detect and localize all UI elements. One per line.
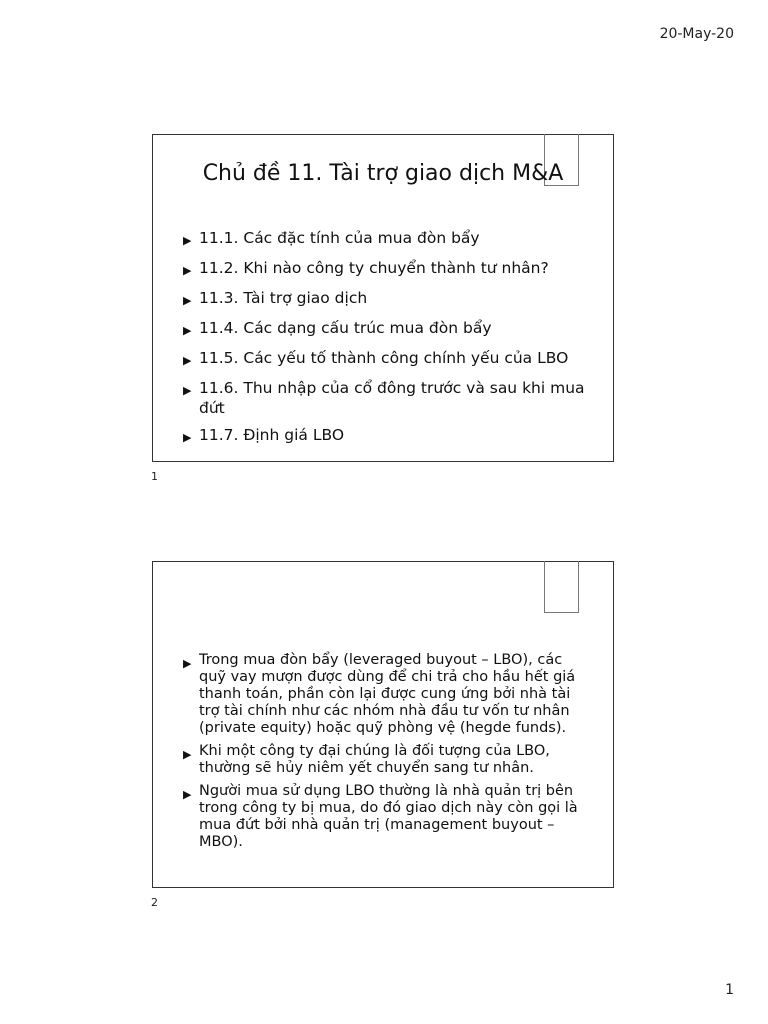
list-item: ▶ 11.7. Định giá LBO [183, 425, 591, 448]
slide-title: Chủ đề 11. Tài trợ giao dịch M&A [202, 161, 564, 186]
list-item: ▶ 11.1. Các đặc tính của mua đòn bẩy [183, 228, 591, 251]
bullet-list [183, 652, 591, 857]
list-item: ▶ 11.2. Khi nào công ty chuyển thành tư nhân? [183, 258, 591, 281]
slide-2 [152, 561, 614, 888]
slide-number: 2 [151, 896, 158, 909]
right-triangle-bullet-icon: ▶ [183, 657, 192, 670]
list-item: ▶ Người mua sử dụng LBO thường là nhà quản trị bên trong công ty bị mua, do đó giao dịch này còn gọi là mua đứt bởi nhà quản trị (management buyout – MBO). [183, 783, 578, 850]
right-triangle-bullet-icon: ▶ [183, 324, 192, 337]
list-item: ▶ Trong mua đòn bẩy (leveraged buyout – LBO), các quỹ vay mượn được dùng để chi trả cho hầu hết giá thanh toán, phần còn lại được cung ứng bởi nhà tài trợ tài chính như các nhóm nhà đầu tư vốn tư nhân (private equity) hoặc quỹ phòng vệ (hegde funds). [183, 652, 576, 736]
slide-number: 1 [151, 470, 158, 483]
list-item: ▶ Khi một công ty đại chúng là đối tượng của LBO, thường sẽ hủy niêm yết chuyển sang tư nhân. [183, 743, 550, 776]
right-triangle-bullet-icon: ▶ [183, 788, 192, 801]
right-triangle-bullet-icon: ▶ [183, 264, 192, 277]
right-triangle-bullet-icon: ▶ [183, 384, 192, 397]
slide-corner-decoration [544, 561, 579, 613]
right-triangle-bullet-icon: ▶ [183, 354, 192, 367]
slide-1 [152, 134, 614, 462]
right-triangle-bullet-icon: ▶ [183, 294, 192, 307]
list-item: ▶ 11.3. Tài trợ giao dịch [183, 288, 591, 311]
list-item: ▶ 11.6. Thu nhập của cổ đông trước và sau khi mua đứt [183, 379, 585, 417]
page-number: 1 [725, 982, 734, 998]
right-triangle-bullet-icon: ▶ [183, 431, 192, 444]
list-item: ▶ 11.5. Các yếu tố thành công chính yếu của LBO [183, 348, 591, 371]
page-date: 20-May-20 [659, 26, 734, 42]
right-triangle-bullet-icon: ▶ [183, 234, 192, 247]
bullet-list [183, 228, 591, 455]
right-triangle-bullet-icon: ▶ [183, 748, 192, 761]
list-item: ▶ 11.4. Các dạng cấu trúc mua đòn bẩy [183, 318, 591, 341]
